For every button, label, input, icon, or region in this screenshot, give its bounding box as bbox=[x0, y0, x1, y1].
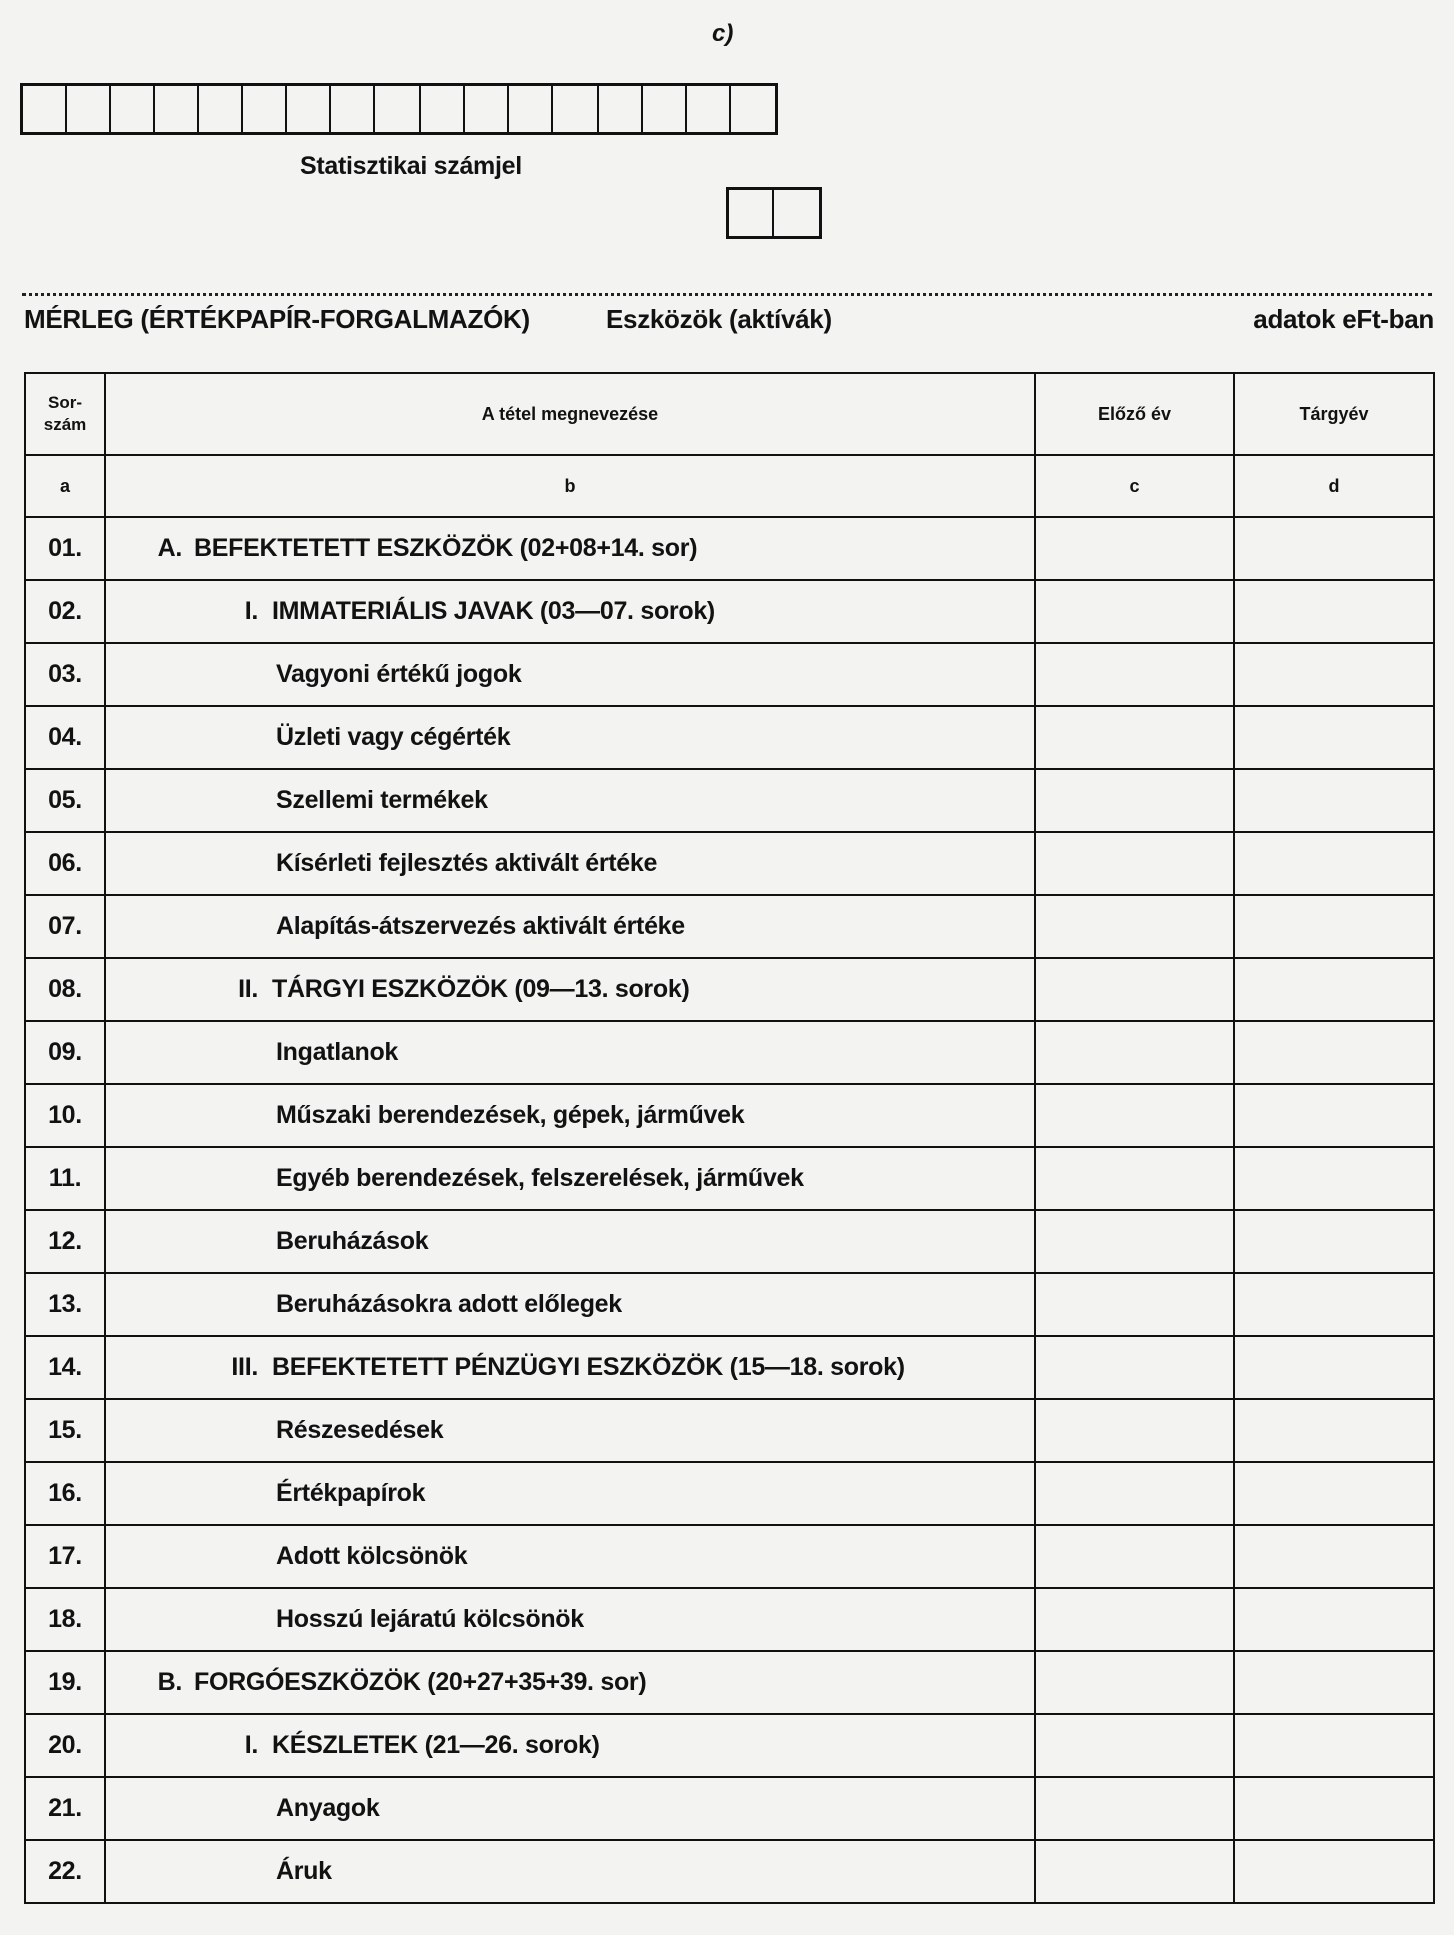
current-year-cell[interactable] bbox=[1234, 517, 1434, 580]
row-roman: III. bbox=[231, 1353, 258, 1381]
table-row bbox=[25, 1084, 1434, 1147]
row-number: 11. bbox=[25, 1147, 105, 1210]
current-year-cell[interactable] bbox=[1234, 1840, 1434, 1903]
table-row bbox=[25, 1588, 1434, 1651]
prev-year-cell[interactable] bbox=[1035, 1714, 1234, 1777]
table-row bbox=[25, 895, 1434, 958]
table-row bbox=[25, 1777, 1434, 1840]
table-row bbox=[25, 1651, 1434, 1714]
row-number: 21. bbox=[25, 1777, 105, 1840]
row-number: 17. bbox=[25, 1525, 105, 1588]
row-number: 19. bbox=[25, 1651, 105, 1714]
col-header-name: A tétel megnevezése bbox=[105, 373, 1035, 455]
row-number: 05. bbox=[25, 769, 105, 832]
row-roman: A. bbox=[157, 534, 182, 562]
row-label-cell bbox=[105, 1336, 1035, 1399]
row-number: 09. bbox=[25, 1021, 105, 1084]
row-number: 14. bbox=[25, 1336, 105, 1399]
current-year-cell[interactable] bbox=[1234, 895, 1434, 958]
prev-year-cell[interactable] bbox=[1035, 1336, 1234, 1399]
prev-year-cell[interactable] bbox=[1035, 1588, 1234, 1651]
form-code-boxes[interactable] bbox=[726, 187, 822, 239]
code-digit-box[interactable] bbox=[553, 86, 599, 132]
row-roman: I. bbox=[244, 597, 258, 625]
prev-year-cell[interactable] bbox=[1035, 1840, 1234, 1903]
row-number: 10. bbox=[25, 1084, 105, 1147]
prev-year-cell[interactable] bbox=[1035, 1021, 1234, 1084]
row-label-cell bbox=[105, 1777, 1035, 1840]
row-number: 12. bbox=[25, 1210, 105, 1273]
row-label: Ingatlanok bbox=[276, 1038, 399, 1066]
prev-year-cell[interactable] bbox=[1035, 958, 1234, 1021]
row-number: 06. bbox=[25, 832, 105, 895]
code-digit-box[interactable] bbox=[375, 86, 421, 132]
code-digit-box[interactable] bbox=[23, 86, 67, 132]
row-label: Alapítás-átszervezés aktivált értéke bbox=[276, 912, 685, 940]
row-label-cell bbox=[105, 1525, 1035, 1588]
row-label-cell bbox=[105, 580, 1035, 643]
row-label: Áruk bbox=[276, 1857, 332, 1885]
current-year-cell[interactable] bbox=[1234, 1399, 1434, 1462]
row-label: IMMATERIÁLIS JAVAK (03—07. sorok) bbox=[272, 597, 715, 625]
prev-year-cell[interactable] bbox=[1035, 832, 1234, 895]
row-label: Beruházásokra adott előlegek bbox=[276, 1290, 622, 1318]
code-digit-box[interactable] bbox=[243, 86, 287, 132]
col-letter: b bbox=[105, 455, 1035, 517]
row-number: 04. bbox=[25, 706, 105, 769]
current-year-cell[interactable] bbox=[1234, 1525, 1434, 1588]
row-label-cell bbox=[105, 1147, 1035, 1210]
row-label-cell bbox=[105, 958, 1035, 1021]
col-letter: c bbox=[1035, 455, 1234, 517]
row-label: Vagyoni értékű jogok bbox=[276, 660, 522, 688]
col-letter: a bbox=[25, 455, 105, 517]
code-digit-box[interactable] bbox=[599, 86, 643, 132]
row-label: FORGÓESZKÖZÖK (20+27+35+39. sor) bbox=[194, 1668, 647, 1696]
row-label-cell bbox=[105, 1462, 1035, 1525]
current-year-cell[interactable] bbox=[1234, 1084, 1434, 1147]
prev-year-cell[interactable] bbox=[1035, 1210, 1234, 1273]
current-year-cell[interactable] bbox=[1234, 1336, 1434, 1399]
prev-year-cell[interactable] bbox=[1035, 1462, 1234, 1525]
table-row bbox=[25, 1147, 1434, 1210]
row-number: 03. bbox=[25, 643, 105, 706]
code-digit-box[interactable] bbox=[731, 86, 775, 132]
prev-year-cell[interactable] bbox=[1035, 1651, 1234, 1714]
row-label-cell bbox=[105, 1210, 1035, 1273]
col-letter: d bbox=[1234, 455, 1434, 517]
statistical-code-boxes[interactable] bbox=[20, 83, 778, 135]
row-label-cell bbox=[105, 1273, 1035, 1336]
row-label: Üzleti vagy cégérték bbox=[276, 723, 511, 751]
prev-year-cell[interactable] bbox=[1035, 1525, 1234, 1588]
row-label-cell bbox=[105, 895, 1035, 958]
prev-year-cell[interactable] bbox=[1035, 706, 1234, 769]
row-number: 22. bbox=[25, 1840, 105, 1903]
table-header-row bbox=[25, 373, 1434, 455]
current-year-cell[interactable] bbox=[1234, 1588, 1434, 1651]
col-header-prev: Előző év bbox=[1035, 373, 1234, 455]
prev-year-cell[interactable] bbox=[1035, 580, 1234, 643]
balance-header bbox=[24, 304, 1434, 344]
table-row bbox=[25, 1336, 1434, 1399]
current-year-cell[interactable] bbox=[1234, 1777, 1434, 1840]
current-year-cell[interactable] bbox=[1234, 1651, 1434, 1714]
row-label: BEFEKTETETT ESZKÖZÖK (02+08+14. sor) bbox=[194, 534, 698, 562]
current-year-cell[interactable] bbox=[1234, 1210, 1434, 1273]
units-note: adatok eFt-ban bbox=[1253, 304, 1434, 334]
row-label-cell bbox=[105, 1588, 1035, 1651]
current-year-cell[interactable] bbox=[1234, 580, 1434, 643]
current-year-cell[interactable] bbox=[1234, 1147, 1434, 1210]
row-label-cell bbox=[105, 1840, 1035, 1903]
current-year-cell[interactable] bbox=[1234, 958, 1434, 1021]
table-body bbox=[25, 517, 1434, 1903]
table-row bbox=[25, 1210, 1434, 1273]
row-label-cell bbox=[105, 1021, 1035, 1084]
prev-year-cell[interactable] bbox=[1035, 769, 1234, 832]
table-row bbox=[25, 832, 1434, 895]
balance-subtitle: Eszközök (aktívák) bbox=[606, 304, 832, 334]
table-row bbox=[25, 517, 1434, 580]
current-year-cell[interactable] bbox=[1234, 1714, 1434, 1777]
row-label: Anyagok bbox=[276, 1794, 380, 1822]
code-digit-box[interactable] bbox=[67, 86, 111, 132]
table-row bbox=[25, 643, 1434, 706]
prev-year-cell[interactable] bbox=[1035, 1084, 1234, 1147]
code-digit-box[interactable] bbox=[287, 86, 331, 132]
row-label-cell bbox=[105, 643, 1035, 706]
row-label: TÁRGYI ESZKÖZÖK (09—13. sorok) bbox=[272, 975, 690, 1003]
table-row bbox=[25, 769, 1434, 832]
row-number: 18. bbox=[25, 1588, 105, 1651]
row-label: Részesedések bbox=[276, 1416, 444, 1444]
row-label: KÉSZLETEK (21—26. sorok) bbox=[272, 1731, 600, 1759]
prev-year-cell[interactable] bbox=[1035, 517, 1234, 580]
column-letter-row bbox=[25, 455, 1434, 517]
code-digit-box[interactable] bbox=[155, 86, 199, 132]
table-row bbox=[25, 1273, 1434, 1336]
table-row bbox=[25, 580, 1434, 643]
row-label: Hosszú lejáratú kölcsönök bbox=[276, 1605, 584, 1633]
current-year-cell[interactable] bbox=[1234, 832, 1434, 895]
code-digit-box[interactable] bbox=[509, 86, 553, 132]
row-number: 20. bbox=[25, 1714, 105, 1777]
row-label-cell bbox=[105, 706, 1035, 769]
table-row bbox=[25, 1021, 1434, 1084]
row-label: Adott kölcsönök bbox=[276, 1542, 468, 1570]
row-roman: I. bbox=[244, 1731, 258, 1759]
prev-year-cell[interactable] bbox=[1035, 1399, 1234, 1462]
row-label-cell bbox=[105, 517, 1035, 580]
row-label-cell bbox=[105, 1084, 1035, 1147]
table-row bbox=[25, 1840, 1434, 1903]
code-digit-box[interactable] bbox=[465, 86, 509, 132]
row-label: Értékpapírok bbox=[276, 1479, 426, 1507]
row-label-cell bbox=[105, 769, 1035, 832]
prev-year-cell[interactable] bbox=[1035, 895, 1234, 958]
col-header-sorszam-text: Sor- szám bbox=[43, 393, 87, 434]
form-code-box[interactable] bbox=[729, 190, 774, 236]
row-label: Egyéb berendezések, felszerelések, járművek bbox=[276, 1164, 804, 1192]
row-label-cell bbox=[105, 832, 1035, 895]
section-mark: c) bbox=[712, 20, 734, 47]
current-year-cell[interactable] bbox=[1234, 1462, 1434, 1525]
row-roman: II. bbox=[238, 975, 258, 1003]
row-label-cell bbox=[105, 1714, 1035, 1777]
prev-year-cell[interactable] bbox=[1035, 1777, 1234, 1840]
row-number: 08. bbox=[25, 958, 105, 1021]
row-number: 15. bbox=[25, 1399, 105, 1462]
row-label: Szellemi termékek bbox=[276, 786, 488, 814]
row-number: 13. bbox=[25, 1273, 105, 1336]
prev-year-cell[interactable] bbox=[1035, 1147, 1234, 1210]
table-row bbox=[25, 706, 1434, 769]
current-year-cell[interactable] bbox=[1234, 706, 1434, 769]
row-label: Beruházások bbox=[276, 1227, 429, 1255]
code-digit-box[interactable] bbox=[421, 86, 465, 132]
row-number: 01. bbox=[25, 517, 105, 580]
current-year-cell[interactable] bbox=[1234, 769, 1434, 832]
table-row bbox=[25, 1462, 1434, 1525]
table-row bbox=[25, 1714, 1434, 1777]
row-label-cell bbox=[105, 1651, 1035, 1714]
table-row bbox=[25, 958, 1434, 1021]
code-digit-box[interactable] bbox=[199, 86, 243, 132]
prev-year-cell[interactable] bbox=[1035, 643, 1234, 706]
code-digit-box[interactable] bbox=[687, 86, 731, 132]
statistical-code-label: Statisztikai számjel bbox=[300, 152, 522, 180]
row-label: Műszaki berendezések, gépek, járművek bbox=[276, 1101, 745, 1129]
current-year-cell[interactable] bbox=[1234, 1021, 1434, 1084]
code-digit-box[interactable] bbox=[111, 86, 155, 132]
current-year-cell[interactable] bbox=[1234, 643, 1434, 706]
row-label: Kísérleti fejlesztés aktivált értéke bbox=[276, 849, 658, 877]
code-digit-box[interactable] bbox=[331, 86, 375, 132]
row-label-cell bbox=[105, 1399, 1035, 1462]
col-header-sorszam bbox=[25, 373, 105, 455]
col-header-curr: Tárgyév bbox=[1234, 373, 1434, 455]
row-label: BEFEKTETETT PÉNZÜGYI ESZKÖZÖK (15—18. sorok) bbox=[272, 1353, 905, 1381]
dotted-separator bbox=[22, 293, 1432, 296]
row-number: 07. bbox=[25, 895, 105, 958]
prev-year-cell[interactable] bbox=[1035, 1273, 1234, 1336]
balance-title: MÉRLEG (ÉRTÉKPAPÍR-FORGALMAZÓK) bbox=[24, 304, 530, 334]
form-code-box[interactable] bbox=[774, 190, 819, 236]
table-row bbox=[25, 1525, 1434, 1588]
table-row bbox=[25, 1399, 1434, 1462]
row-number: 16. bbox=[25, 1462, 105, 1525]
row-roman: B. bbox=[157, 1668, 182, 1696]
current-year-cell[interactable] bbox=[1234, 1273, 1434, 1336]
code-digit-box[interactable] bbox=[643, 86, 687, 132]
balance-table bbox=[24, 372, 1435, 1904]
row-number: 02. bbox=[25, 580, 105, 643]
